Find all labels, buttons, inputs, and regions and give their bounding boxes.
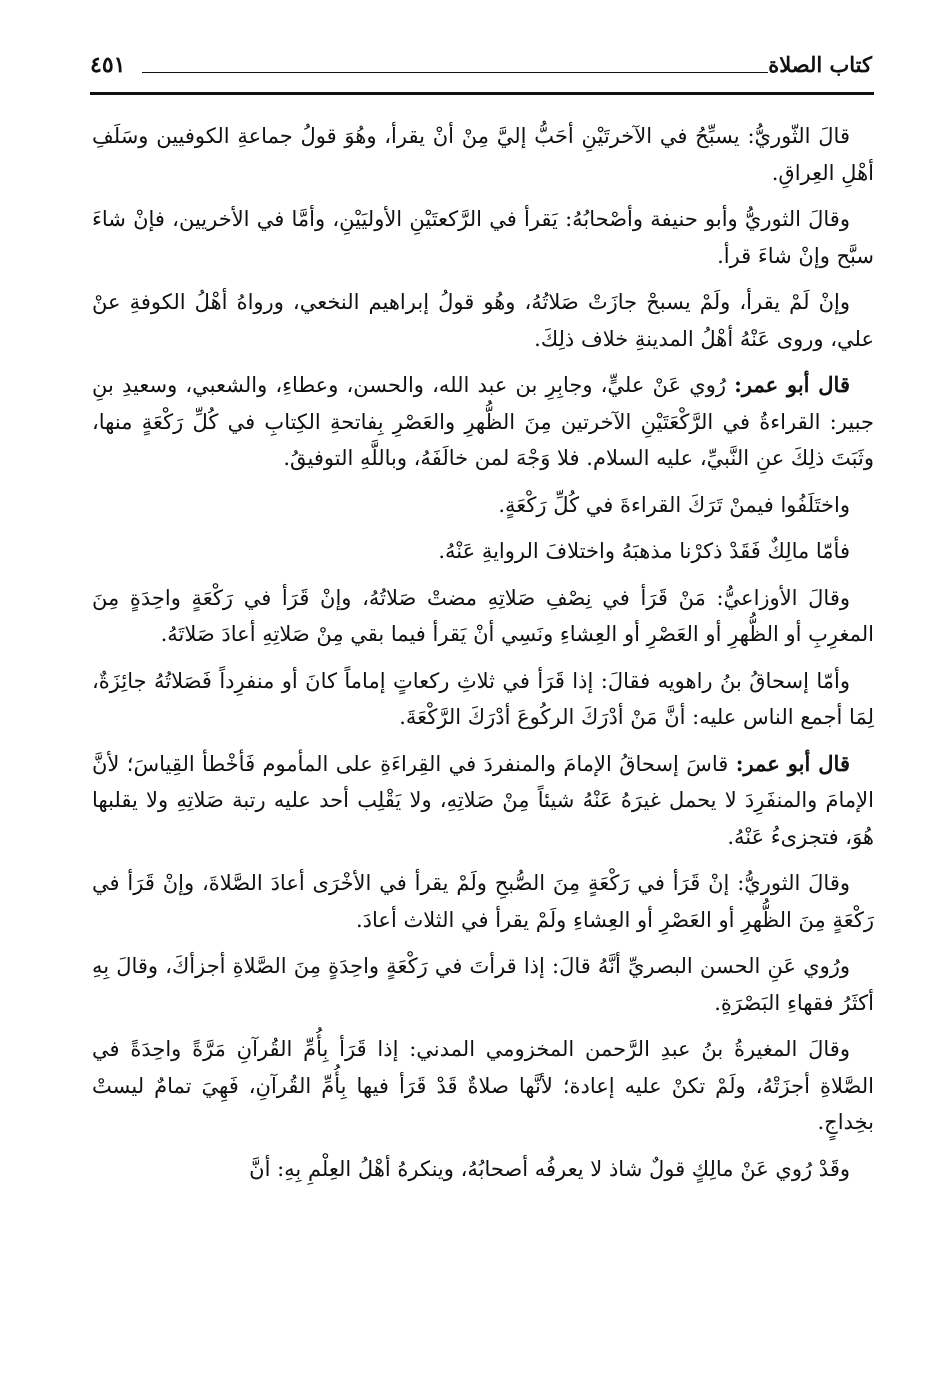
- paragraph-text: ورُوي عَنِ الحسن البصريِّ أنَّهُ قالَ: إذا قرأتَ في رَكْعَةٍ واحِدَةٍ مِنَ الصَّلاةِ أجزأكَ، وقالَ بِهِ أكثَرُ فقهاءِ البَصْرَةِ.: [92, 954, 874, 1015]
- paragraph-text: واختَلَفُوا فيمنْ تَرَكَ القراءةَ في كُلِّ رَكْعَةٍ.: [498, 492, 850, 517]
- paragraph: [92, 1031, 874, 1141]
- paragraph: [92, 118, 874, 191]
- paragraph-text: قاسَ إسحاقُ الإمامَ والمنفردَ في القِراءَةِ على المأموم فَأخْطأ القِياسَ؛ لأنَّ الإمامَ والمنفَرِدَ لا يحمل غيرَهُ عَنْهُ شيئاً مِنْ صَلاتِهِ، ولا يَقْلِب أحد عليه رتبة صَلاتِهِ ولا يقلبها هُوَ، فتجزىءُ عَنْهُ.: [92, 751, 874, 849]
- paragraph-lead: قال أبو عمر:: [735, 750, 850, 776]
- paragraph-lead: قال أبو عمر:: [734, 372, 850, 397]
- paragraph-text: وأمّا إسحاقُ بنُ راهويه فقالَ: إذا قَرَأ في ثلاثِ ركعاتٍ إماماً كانَ أو منفرِداً فَصَلاتُهُ جائِزَةٌ، لِمَا أجمع الناس عليه: أنَّ مَنْ أدْرَكَ الركُوعَ أدْرَكَ الرَّكْعَةَ.: [92, 668, 874, 729]
- paragraph-text: وقالَ الأوزاعيُّ: مَنْ قَرَأ في نِصْفِ صَلاتِهِ مضتْ صَلاتُهُ، وإنْ قَرَأ في رَكْعَةٍ واحِدَةٍ مِنَ المغرِبِ أو الظُّهرِ أو العَصْرِ أو العِشاءِ ونَسِي أنْ يَقرأ فيما بقي مِنْ صَلاتِهِ أعادَ صَلاتَهُ.: [92, 585, 874, 646]
- paragraph: [92, 1151, 874, 1188]
- paragraph-text: قالَ الثّوريُّ: يسبِّحُ في الآخرتَيْنِ أحَبُّ إليَّ مِنْ أنْ يقرأ، وهُوَ قولُ جماعةِ الكوفيين وسَلَفِ أهْلِ العِراقِ.: [92, 124, 874, 185]
- paragraph: [92, 284, 874, 357]
- header-dashed-line: [142, 72, 768, 73]
- paragraph-text: وقالَ الثوريُّ وأبو حنيفة وأصْحابُهُ: يَقرأ في الرَّكعتَيْنِ الأوليَيْنِ، وأمَّا في الأخريين، فإنْ شاءَ سبَّح وإنْ شاءَ قرأ.: [92, 207, 874, 268]
- page-header: [90, 52, 872, 82]
- paragraph-text: وقالَ الثوريُّ: إنْ قَرَأ في رَكْعَةٍ مِنَ الصُّبحِ ولَمْ يقرأ في الأخْرَى أعادَ الصَّلاةَ، وإنْ قَرَأ في رَكْعَةٍ مِنَ الظُّهرِ أو العَصْرِ أو العِشاءِ ولَمْ يقرأ في الثلاث أعادَ.: [92, 871, 874, 932]
- paragraph: [92, 533, 874, 570]
- paragraph: [92, 487, 874, 524]
- page-number: ٤٥١: [90, 52, 126, 78]
- paragraph: [92, 948, 874, 1021]
- paragraph-text: وقالَ المغيرةُ بنُ عبدِ الرَّحمن المخزومي المدني: إذا قَرَأ بِأُمِّ القُرآنِ مَرَّةً واحِدَةً في الصَّلاةِ أجزَتْهُ، ولَمْ تكنْ عليه إعادة؛ لأنَّها صلاةٌ قَدْ قَرَأ فيها بِأُمِّ القُرآنِ، فَهِيَ تمامٌ ليستْ بخِداجٍ.: [92, 1037, 874, 1134]
- paragraph-text: رُوي عَنْ عليٍّ، وجابِرِ بن عبد الله، والحسن، وعطاءِ، والشعبي، وسعيدِ بنِ جبير: القراءةُ في الرَّكْعَتَيْنِ الآخرتين مِنَ الظُّهرِ والعَصْرِ بِفاتحةِ الكِتابِ في كُلِّ رَكْعَةٍ منها، وثَبَتَ ذلِكَ عنِ النَّبيِّ، عليه السلام. فلا وَجْهَ لمن خالَفَهُ، وباللَّهِ التوفيقُ.: [92, 373, 874, 470]
- paragraph: [92, 746, 874, 856]
- paragraph: [92, 580, 874, 653]
- paragraph-text: فأمّا مالِكٌ فَقَدْ ذكرْنا مذهبَهُ واختلافَ الروايةِ عَنْهُ.: [438, 539, 850, 563]
- running-title: كتاب الصلاة: [768, 52, 872, 77]
- header-rule: [90, 92, 874, 95]
- paragraph: [92, 663, 874, 736]
- body-text: [92, 118, 874, 1197]
- paragraph: [92, 865, 874, 938]
- paragraph: [92, 201, 874, 274]
- paragraph: [92, 367, 874, 477]
- paragraph-text: وقَدْ رُوي عَنْ مالِكٍ قولٌ شاذ لا يعرفُه أصحابُهُ، وينكرهُ أهْلُ العِلْمِ بِهِ: أنَّ: [249, 1156, 850, 1181]
- paragraph-text: وإنْ لَمْ يقرأ، ولَمْ يسبحْ جازَتْ صَلاتُهُ، وهُو قولُ إبراهيم النخعي، ورواهُ أهْلُ الكوفةِ عنْ علي، وروى عَنْهُ أهْلُ المدينةِ خلاف ذلِكَ.: [92, 290, 874, 351]
